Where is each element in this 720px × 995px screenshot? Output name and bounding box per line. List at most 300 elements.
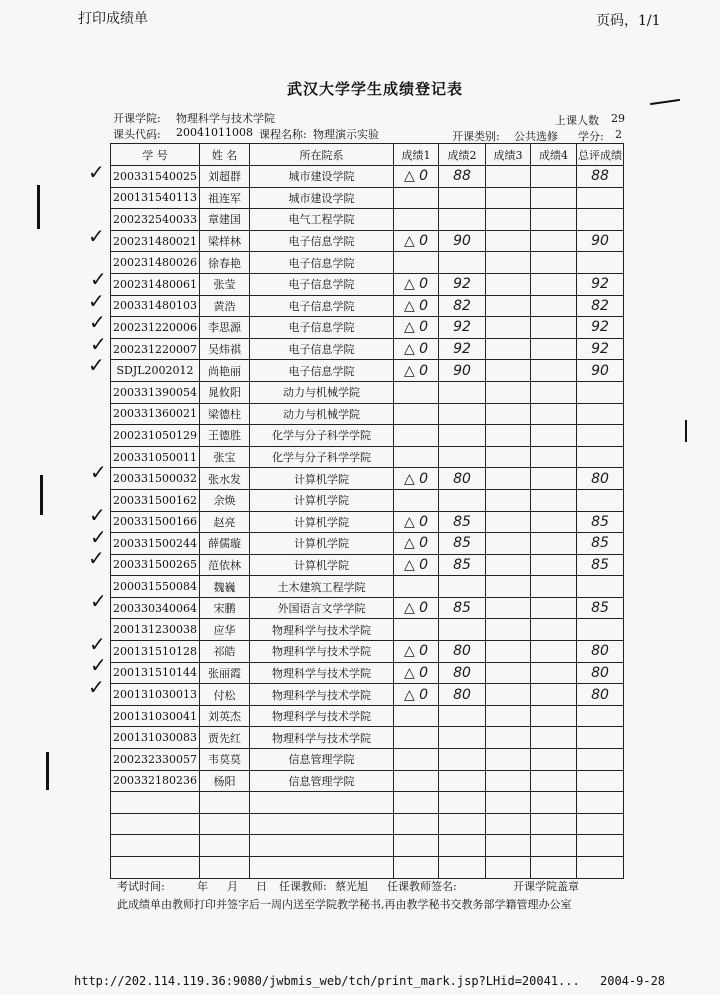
department-cell: 计算机学院 xyxy=(250,468,394,490)
grade2-cell: 88 xyxy=(439,166,486,188)
total-grade-cell: 80 xyxy=(577,662,624,684)
total-grade-cell: 90 xyxy=(577,360,624,382)
student-id-cell: 200131510144 xyxy=(111,662,200,684)
total-grade-cell xyxy=(577,446,624,468)
student-id-cell: 200331360021 xyxy=(111,403,200,425)
grade3-cell xyxy=(486,468,531,490)
grade3-cell xyxy=(486,684,531,706)
grade3-cell xyxy=(486,209,531,231)
grade1-cell xyxy=(394,857,439,879)
teacher-label: 任课教师: xyxy=(279,880,327,893)
grade1-cell: △ 0 xyxy=(394,166,439,188)
grade3-cell xyxy=(486,273,531,295)
department-cell: 电子信息学院 xyxy=(250,360,394,382)
total-grade-cell xyxy=(577,857,624,879)
check-mark-icon: ✓ xyxy=(88,353,105,378)
column-header: 成绩4 xyxy=(531,144,577,166)
student-id-cell: 200331540025 xyxy=(111,166,200,188)
column-header: 学 号 xyxy=(111,144,200,166)
grade2-cell xyxy=(439,857,486,879)
table-row xyxy=(111,425,624,447)
grade3-cell xyxy=(486,576,531,598)
check-mark-icon: ✓ xyxy=(90,267,107,292)
column-header: 总评成绩 xyxy=(577,144,624,166)
grade4-cell xyxy=(531,533,577,555)
print-date: 2004-9-28 xyxy=(600,974,666,988)
table-row xyxy=(111,360,624,382)
course-type-label: 开课类别: xyxy=(452,130,500,143)
grade3-cell xyxy=(486,230,531,252)
grade2-cell: 80 xyxy=(439,641,486,663)
grade3-cell xyxy=(486,662,531,684)
table-row xyxy=(111,749,624,771)
grade4-cell xyxy=(531,403,577,425)
table-row xyxy=(111,705,624,727)
column-header: 成绩3 xyxy=(486,144,531,166)
grade4-cell xyxy=(531,511,577,533)
student-name-cell: 张宝 xyxy=(200,446,250,468)
student-id-cell: 200331500166 xyxy=(111,511,200,533)
table-row xyxy=(111,317,624,339)
table-row xyxy=(111,273,624,295)
department-cell: 计算机学院 xyxy=(250,489,394,511)
teacher-name: 蔡光旭 xyxy=(335,880,368,893)
department-cell: 计算机学院 xyxy=(250,533,394,555)
grade1-cell: △ 0 xyxy=(394,230,439,252)
total-grade-cell xyxy=(577,403,624,425)
student-name-cell: 黄浩 xyxy=(200,295,250,317)
grade1-cell xyxy=(394,252,439,274)
total-grade-cell: 82 xyxy=(577,295,624,317)
grade1-cell: △ 0 xyxy=(394,684,439,706)
grade3-cell xyxy=(486,770,531,792)
grade4-cell xyxy=(531,705,577,727)
grade4-cell xyxy=(531,381,577,403)
student-id-cell: 200332180236 xyxy=(111,770,200,792)
check-mark-icon: ✓ xyxy=(90,589,107,613)
grade2-cell xyxy=(439,187,486,209)
student-id-cell: 200231220007 xyxy=(111,338,200,360)
pen-stroke xyxy=(650,99,680,105)
grade2-cell xyxy=(439,792,486,814)
table-row xyxy=(111,662,624,684)
table-row xyxy=(111,166,624,188)
total-grade-cell xyxy=(577,187,624,209)
table-row xyxy=(111,684,624,706)
department-cell: 计算机学院 xyxy=(250,511,394,533)
student-id-cell: 200131540113 xyxy=(111,187,200,209)
department-cell: 化学与分子科学学院 xyxy=(250,446,394,468)
grade4-cell xyxy=(531,252,577,274)
grade1-cell xyxy=(394,770,439,792)
grade4-cell xyxy=(531,166,577,188)
grade3-cell xyxy=(486,338,531,360)
total-grade-cell: 92 xyxy=(577,317,624,339)
department-cell: 物理科学与技术学院 xyxy=(250,705,394,727)
column-header: 成绩1 xyxy=(394,144,439,166)
student-id-cell: 200331500265 xyxy=(111,554,200,576)
grade2-cell xyxy=(439,576,486,598)
grade4-cell xyxy=(531,554,577,576)
student-id-cell: 200131030013 xyxy=(111,684,200,706)
check-mark-icon: ✓ xyxy=(88,160,105,184)
department-cell xyxy=(250,857,394,879)
student-id-cell: 200331500162 xyxy=(111,489,200,511)
grade2-cell: 85 xyxy=(439,554,486,576)
department-cell: 电子信息学院 xyxy=(250,317,394,339)
page-number: 页码，1/1 xyxy=(596,13,661,29)
grade2-cell: 80 xyxy=(439,684,486,706)
grade2-cell: 90 xyxy=(439,360,486,382)
student-name-cell: 刘超群 xyxy=(200,166,250,188)
student-id-cell: 200231480026 xyxy=(111,252,200,274)
grade2-cell: 85 xyxy=(439,511,486,533)
grade1-cell xyxy=(394,209,439,231)
student-name-cell: 祖连军 xyxy=(200,187,250,209)
grade3-cell xyxy=(486,727,531,749)
total-grade-cell: 85 xyxy=(577,554,624,576)
grade4-cell xyxy=(531,187,577,209)
submission-note: 此成绩单由教师打印并签字后一周内送至学院教学秘书,再由教学秘书交教务部学籍管理办公室 xyxy=(117,898,572,911)
department-cell: 外国语言文学学院 xyxy=(250,597,394,619)
grade1-cell: △ 0 xyxy=(394,662,439,684)
student-name-cell: 梁德柱 xyxy=(200,403,250,425)
grade2-cell xyxy=(439,813,486,835)
table-row xyxy=(111,187,624,209)
grade4-cell xyxy=(531,857,577,879)
grade1-cell: △ 0 xyxy=(394,554,439,576)
grade3-cell xyxy=(486,597,531,619)
total-grade-cell: 85 xyxy=(577,511,624,533)
grade1-cell xyxy=(394,381,439,403)
department-cell: 土木建筑工程学院 xyxy=(250,576,394,598)
total-grade-cell xyxy=(577,749,624,771)
table-row xyxy=(111,792,624,814)
grade4-cell xyxy=(531,770,577,792)
grade2-cell: 90 xyxy=(439,230,486,252)
course-type-value: 公共选修 xyxy=(514,130,558,143)
table-row xyxy=(111,209,624,231)
total-grade-cell xyxy=(577,705,624,727)
print-url: http://202.114.119.36:9080/jwbmis_web/tch/print_mark.jsp?LHid=20041... xyxy=(74,974,580,988)
grade2-cell: 92 xyxy=(439,273,486,295)
check-mark-icon: ✓ xyxy=(89,503,106,528)
grade3-cell xyxy=(486,792,531,814)
course-code-label: 课头代码: xyxy=(113,128,161,141)
grade2-cell xyxy=(439,381,486,403)
grade1-cell xyxy=(394,727,439,749)
student-name-cell xyxy=(200,813,250,835)
grade2-cell xyxy=(439,403,486,425)
department-cell: 城市建设学院 xyxy=(250,166,394,188)
course-name-value: 物理演示实验 xyxy=(313,128,379,141)
total-grade-cell: 85 xyxy=(577,597,624,619)
grade2-cell xyxy=(439,705,486,727)
total-grade-cell xyxy=(577,252,624,274)
grade3-cell xyxy=(486,619,531,641)
check-mark-icon: ✓ xyxy=(90,653,107,678)
margin-bar xyxy=(46,752,49,790)
student-id-cell xyxy=(111,792,200,814)
student-name-cell: 尚艳丽 xyxy=(200,360,250,382)
check-mark-icon: ✓ xyxy=(90,524,107,549)
table-row xyxy=(111,576,624,598)
student-id-cell: 200232330057 xyxy=(111,749,200,771)
department-cell xyxy=(250,792,394,814)
credit-value: 2 xyxy=(615,128,622,141)
student-id-cell: 200231220006 xyxy=(111,317,200,339)
grade4-cell xyxy=(531,425,577,447)
department-cell: 计算机学院 xyxy=(250,554,394,576)
total-grade-cell xyxy=(577,425,624,447)
grade4-cell xyxy=(531,273,577,295)
check-mark-icon: ✓ xyxy=(89,310,106,335)
check-mark-icon: ✓ xyxy=(88,674,105,699)
department-cell: 动力与机械学院 xyxy=(250,403,394,425)
grade4-cell xyxy=(531,813,577,835)
grade1-cell: △ 0 xyxy=(394,295,439,317)
student-name-cell xyxy=(200,857,250,879)
total-grade-cell: 92 xyxy=(577,273,624,295)
student-name-cell: 梁样林 xyxy=(200,230,250,252)
attendance-label: 上课人数 xyxy=(555,114,599,127)
print-header-left: 打印成绩单 xyxy=(78,11,148,27)
table-row xyxy=(111,533,624,555)
grade4-cell xyxy=(531,641,577,663)
student-name-cell: 祁皓 xyxy=(200,641,250,663)
department-cell: 物理科学与技术学院 xyxy=(250,619,394,641)
grade2-cell: 85 xyxy=(439,533,486,555)
department-cell: 城市建设学院 xyxy=(250,187,394,209)
grade3-cell xyxy=(486,749,531,771)
total-grade-cell xyxy=(577,770,624,792)
student-id-cell: 200331500244 xyxy=(111,533,200,555)
course-code-value: 20041011008 xyxy=(176,126,253,139)
grade4-cell xyxy=(531,662,577,684)
grade4-cell xyxy=(531,446,577,468)
column-header: 成绩2 xyxy=(439,144,486,166)
grade3-cell xyxy=(486,446,531,468)
grade1-cell xyxy=(394,403,439,425)
student-id-cell: 200231480061 xyxy=(111,273,200,295)
table-row xyxy=(111,468,624,490)
table-row xyxy=(111,770,624,792)
grade4-cell xyxy=(531,209,577,231)
total-grade-cell xyxy=(577,619,624,641)
student-id-cell: 200331480103 xyxy=(111,295,200,317)
grade2-cell: 80 xyxy=(439,662,486,684)
student-id-cell: 200031550084 xyxy=(111,576,200,598)
grade2-cell xyxy=(439,252,486,274)
student-id-cell: 200232540033 xyxy=(111,209,200,231)
day-label: 日 xyxy=(256,880,267,893)
grade1-cell xyxy=(394,749,439,771)
grade2-cell xyxy=(439,489,486,511)
department-cell: 化学与分子科学学院 xyxy=(250,425,394,447)
grade4-cell xyxy=(531,489,577,511)
student-name-cell: 付松 xyxy=(200,684,250,706)
check-mark-icon: ✓ xyxy=(88,546,105,571)
grade1-cell: △ 0 xyxy=(394,273,439,295)
grade3-cell xyxy=(486,360,531,382)
student-name-cell: 韦莫莫 xyxy=(200,749,250,771)
total-grade-cell: 90 xyxy=(577,230,624,252)
grade4-cell xyxy=(531,792,577,814)
grade2-cell xyxy=(439,749,486,771)
total-grade-cell xyxy=(577,489,624,511)
grade1-cell xyxy=(394,576,439,598)
table-row xyxy=(111,857,624,879)
grade1-cell xyxy=(394,835,439,857)
grade1-cell xyxy=(394,619,439,641)
table-row xyxy=(111,619,624,641)
check-mark-icon: ✓ xyxy=(90,460,107,485)
grade4-cell xyxy=(531,468,577,490)
student-name-cell: 张丽霞 xyxy=(200,662,250,684)
table-row xyxy=(111,554,624,576)
department-cell: 信息管理学院 xyxy=(250,749,394,771)
student-name-cell: 薛儒璇 xyxy=(200,533,250,555)
department-cell: 电子信息学院 xyxy=(250,252,394,274)
grade4-cell xyxy=(531,360,577,382)
grade1-cell: △ 0 xyxy=(394,533,439,555)
department-cell: 物理科学与技术学院 xyxy=(250,662,394,684)
student-id-cell xyxy=(111,813,200,835)
college-seal-label: 开课学院盖章 xyxy=(513,880,579,893)
student-name-cell: 吴炜祺 xyxy=(200,338,250,360)
department-cell: 信息管理学院 xyxy=(250,770,394,792)
grade3-cell xyxy=(486,317,531,339)
grade4-cell xyxy=(531,576,577,598)
student-name-cell: 杨阳 xyxy=(200,770,250,792)
student-name-cell: 宋鹏 xyxy=(200,597,250,619)
total-grade-cell xyxy=(577,835,624,857)
grade-table xyxy=(110,143,624,879)
department-cell: 物理科学与技术学院 xyxy=(250,641,394,663)
student-name-cell xyxy=(200,835,250,857)
grade4-cell xyxy=(531,619,577,641)
student-id-cell: 200131030041 xyxy=(111,705,200,727)
department-cell xyxy=(250,813,394,835)
student-name-cell: 李思源 xyxy=(200,317,250,339)
department-cell: 电子信息学院 xyxy=(250,295,394,317)
margin-bar xyxy=(685,420,687,442)
total-grade-cell: 80 xyxy=(577,468,624,490)
student-name-cell: 晁攸阳 xyxy=(200,381,250,403)
column-header: 所在院系 xyxy=(250,144,394,166)
grade3-cell xyxy=(486,381,531,403)
grade1-cell: △ 0 xyxy=(394,360,439,382)
student-name-cell: 张水发 xyxy=(200,468,250,490)
grade3-cell xyxy=(486,252,531,274)
student-id-cell: 200330340064 xyxy=(111,597,200,619)
student-name-cell: 刘英杰 xyxy=(200,705,250,727)
department-cell: 电子信息学院 xyxy=(250,273,394,295)
grade4-cell xyxy=(531,597,577,619)
grade4-cell xyxy=(531,684,577,706)
teacher-signature-label: 任课教师签名: xyxy=(387,880,457,893)
department-cell: 电气工程学院 xyxy=(250,209,394,231)
student-id-cell xyxy=(111,835,200,857)
margin-bar xyxy=(37,185,40,229)
total-grade-cell xyxy=(577,576,624,598)
grade1-cell xyxy=(394,425,439,447)
grade3-cell xyxy=(486,705,531,727)
student-id-cell: 200331390054 xyxy=(111,381,200,403)
total-grade-cell xyxy=(577,813,624,835)
table-row xyxy=(111,641,624,663)
table-row xyxy=(111,597,624,619)
grade2-cell: 85 xyxy=(439,597,486,619)
grade1-cell xyxy=(394,489,439,511)
student-name-cell: 章建国 xyxy=(200,209,250,231)
department-cell xyxy=(250,835,394,857)
grade1-cell: △ 0 xyxy=(394,468,439,490)
student-name-cell xyxy=(200,792,250,814)
department-cell: 电子信息学院 xyxy=(250,338,394,360)
total-grade-cell xyxy=(577,792,624,814)
college-value: 物理科学与技术学院 xyxy=(176,112,275,125)
table-row xyxy=(111,381,624,403)
student-name-cell: 范依林 xyxy=(200,554,250,576)
department-cell: 物理科学与技术学院 xyxy=(250,684,394,706)
total-grade-cell xyxy=(577,727,624,749)
grade2-cell xyxy=(439,835,486,857)
grade3-cell xyxy=(486,641,531,663)
grade2-cell xyxy=(439,446,486,468)
table-row xyxy=(111,230,624,252)
grade3-cell xyxy=(486,554,531,576)
grade3-cell xyxy=(486,835,531,857)
student-name-cell: 赵亮 xyxy=(200,511,250,533)
month-label: 月 xyxy=(227,880,238,893)
student-id-cell: 200131030083 xyxy=(111,727,200,749)
check-mark-icon: ✓ xyxy=(88,288,105,313)
grade3-cell xyxy=(486,813,531,835)
student-id-cell: SDJL2002012 xyxy=(111,360,200,382)
student-id-cell: 200131230038 xyxy=(111,619,200,641)
student-name-cell: 张莹 xyxy=(200,273,250,295)
grade2-cell: 92 xyxy=(439,317,486,339)
grade3-cell xyxy=(486,403,531,425)
student-name-cell: 魏巍 xyxy=(200,576,250,598)
column-header: 姓 名 xyxy=(200,144,250,166)
grade2-cell: 82 xyxy=(439,295,486,317)
grade3-cell xyxy=(486,187,531,209)
total-grade-cell: 85 xyxy=(577,533,624,555)
grade3-cell xyxy=(486,857,531,879)
table-row xyxy=(111,727,624,749)
margin-bar xyxy=(40,475,43,515)
table-row xyxy=(111,489,624,511)
student-name-cell: 余焕 xyxy=(200,489,250,511)
department-cell: 动力与机械学院 xyxy=(250,381,394,403)
table-row xyxy=(111,252,624,274)
course-name-label: 课程名称: xyxy=(259,128,307,141)
check-mark-icon: ✓ xyxy=(89,631,106,656)
grade2-cell: 92 xyxy=(439,338,486,360)
grade1-cell: △ 0 xyxy=(394,338,439,360)
total-grade-cell xyxy=(577,381,624,403)
student-id-cell: 200331050011 xyxy=(111,446,200,468)
table-row xyxy=(111,813,624,835)
student-name-cell: 徐春艳 xyxy=(200,252,250,274)
page-title: 武汉大学学生成绩登记表 xyxy=(287,80,464,98)
grade4-cell xyxy=(531,230,577,252)
student-id-cell: 200331500032 xyxy=(111,468,200,490)
grade1-cell xyxy=(394,446,439,468)
student-name-cell: 应华 xyxy=(200,619,250,641)
